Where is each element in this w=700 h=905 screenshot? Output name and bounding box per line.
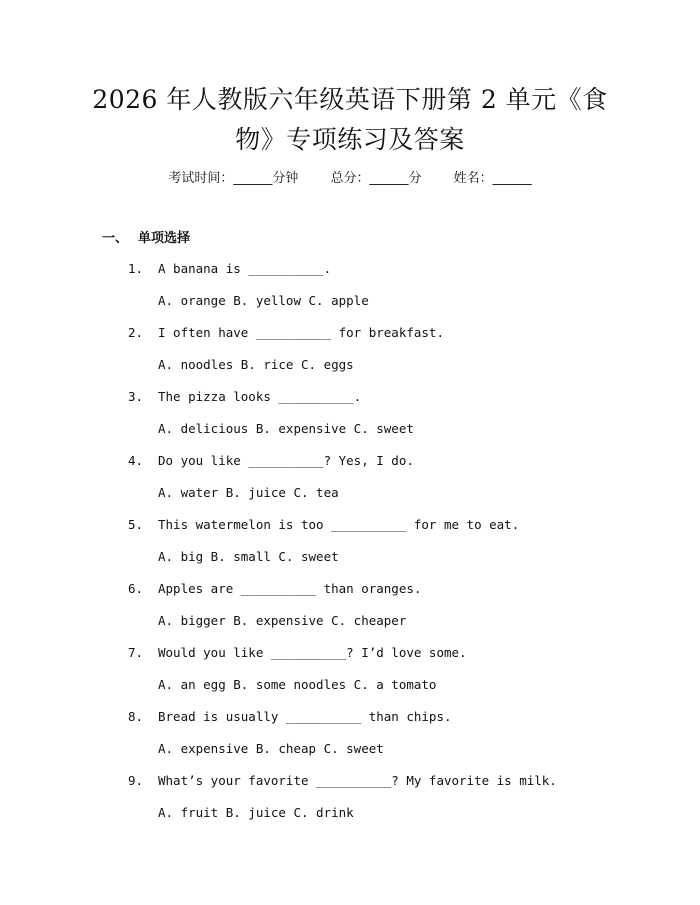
question-number: 8.	[128, 709, 144, 724]
question-stem	[128, 771, 557, 791]
question-stem	[128, 579, 421, 599]
question-item	[0, 579, 700, 643]
question-text: I often have __________ for breakfast.	[158, 325, 444, 340]
section-title: 单项选择	[138, 231, 191, 246]
exam-time-field: 考试时间：______分钟	[168, 171, 299, 186]
question-number: 1.	[128, 261, 144, 276]
question-options: A. water B. juice C. tea	[158, 485, 339, 500]
exam-info-line	[0, 170, 700, 188]
question-stem	[128, 643, 467, 663]
question-item	[0, 451, 700, 515]
question-number: 7.	[128, 645, 144, 660]
question-options: A. noodles B. rice C. eggs	[158, 357, 354, 372]
question-options: A. expensive B. cheap C. sweet	[158, 741, 384, 756]
question-options: A. delicious B. expensive C. sweet	[158, 421, 414, 436]
question-options: A. an egg B. some noodles C. a tomato	[158, 677, 437, 692]
question-options: A. fruit B. juice C. drink	[158, 805, 354, 820]
question-item	[0, 323, 700, 387]
question-item	[0, 771, 700, 835]
exam-title-line-1: 2026 年人教版六年级英语下册第 2 单元《食	[92, 85, 608, 114]
question-text: Bread is usually __________ than chips.	[158, 709, 452, 724]
question-item	[0, 387, 700, 451]
question-text: A banana is __________.	[158, 261, 332, 276]
question-text: This watermelon is too __________ for me to eat.	[158, 517, 520, 532]
question-stem	[128, 515, 519, 535]
question-item	[0, 643, 700, 707]
question-list	[0, 259, 700, 835]
question-options: A. bigger B. expensive C. cheaper	[158, 613, 407, 628]
question-stem	[128, 259, 331, 279]
exam-title-line-2: 物》专项练习及答案	[235, 125, 465, 154]
question-number: 3.	[128, 389, 144, 404]
question-number: 9.	[128, 773, 144, 788]
question-options: A. orange B. yellow C. apple	[158, 293, 369, 308]
question-item	[0, 515, 700, 579]
question-text: Apples are __________ than oranges.	[158, 581, 422, 596]
question-number: 4.	[128, 453, 144, 468]
section-number: 一、	[102, 231, 129, 246]
question-stem	[128, 707, 452, 727]
question-number: 2.	[128, 325, 144, 340]
section-heading	[102, 230, 190, 248]
question-stem	[128, 323, 444, 343]
question-item	[0, 707, 700, 771]
total-score-field: 总分：______分	[330, 171, 422, 186]
exam-title	[60, 80, 640, 160]
question-item	[0, 259, 700, 323]
question-options: A. big B. small C. sweet	[158, 549, 339, 564]
question-text: What’s your favorite __________? My favorite is milk.	[158, 773, 557, 788]
question-text: Would you like __________? I’d love some.	[158, 645, 467, 660]
question-text: The pizza looks __________.	[158, 389, 362, 404]
question-number: 5.	[128, 517, 144, 532]
question-stem	[128, 387, 361, 407]
question-text: Do you like __________? Yes, I do.	[158, 453, 414, 468]
question-stem	[128, 451, 414, 471]
question-number: 6.	[128, 581, 144, 596]
student-name-field: 姓名：______	[453, 171, 532, 186]
